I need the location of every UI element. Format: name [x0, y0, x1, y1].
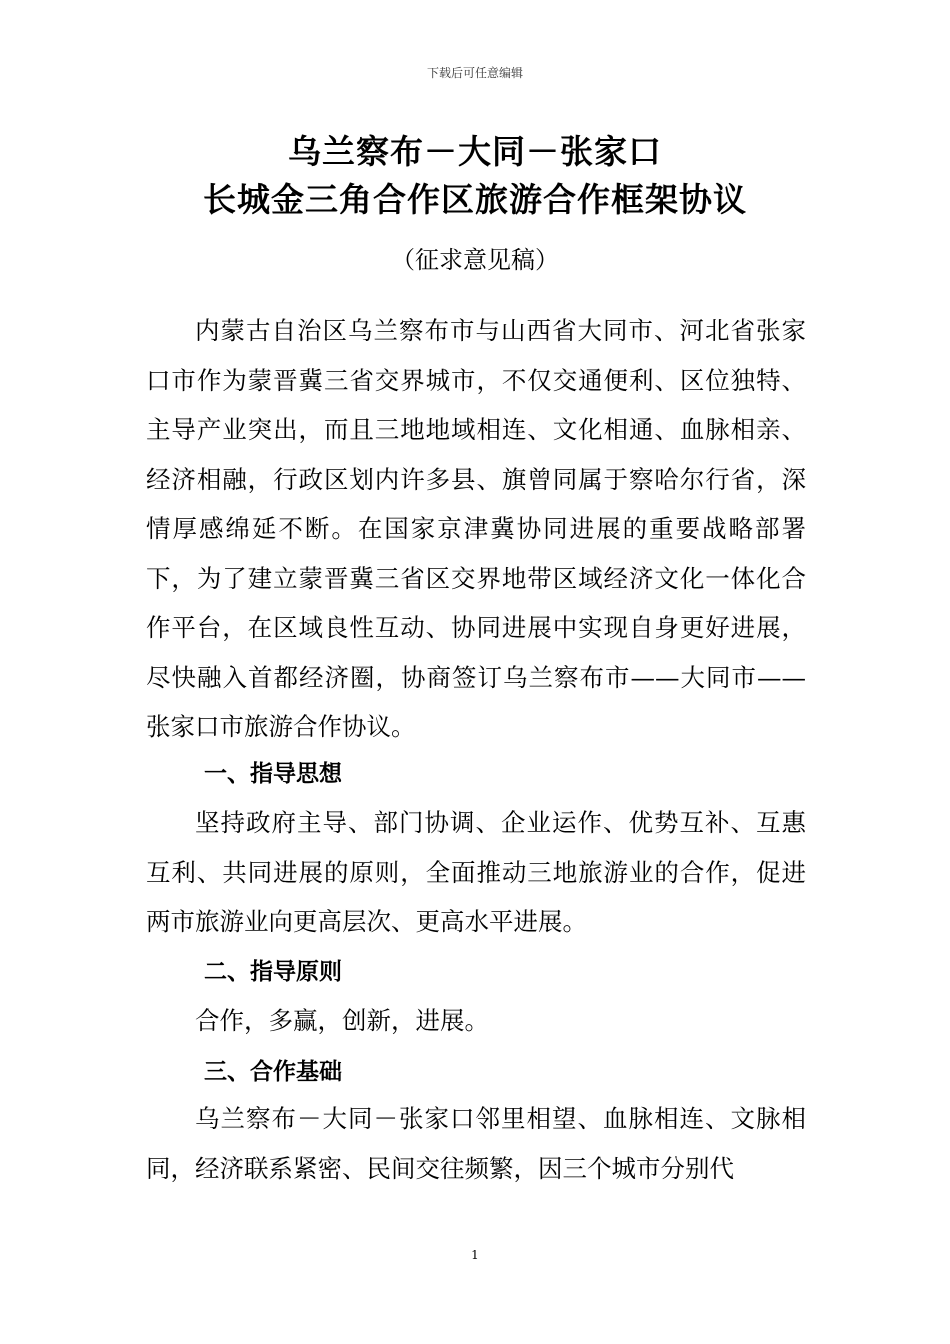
intro-paragraph: 内蒙古自治区乌兰察布市与山西省大同市、河北省张家口市作为蒙晋冀三省交界城市，不仅交通便利、区位独特、主导产业突出，而且三地地域相连、文化相通、血脉相亲、经济相融，行政区划内许多县、旗曾同属于察哈尔行省，深情厚感绵延不断。在国家京津冀协同进展的重要战略部署下，为了建立蒙晋冀三省区交界地带区域经济文化一体化合作平台，在区域良性互动、协同进展中实现自身更好进展，尽快融入首都经济圈，协商签订乌兰察布市——大同市——张家口市旅游合作协议。	[146, 316, 806, 741]
page-number: 1	[471, 1248, 479, 1262]
section-2-paragraph: 合作，多赢，创新，进展。	[195, 1006, 489, 1035]
section-3-paragraph: 乌兰察布－大同－张家口邻里相望、血脉相连、文脉相同，经济联系紧密、民间交往频繁，因三个城市分别代	[146, 1104, 806, 1183]
header-note: 下载后可任意编辑	[426, 66, 523, 80]
section-3-heading: 三、合作基础	[204, 1059, 342, 1085]
section-2-heading: 二、指导原则	[204, 959, 342, 985]
subtitle: （征求意见稿）	[391, 246, 559, 274]
title-line-2: 长城金三角合作区旅游合作框架协议	[203, 180, 747, 219]
title-line-1: 乌兰察布－大同－张家口	[288, 132, 662, 171]
section-1-paragraph: 坚持政府主导、部门协调、企业运作、优势互补、互惠互利、共同进展的原则，全面推动三地旅游业的合作，促进两市旅游业向更高层次、更高水平进展。	[146, 808, 806, 936]
section-1-heading: 一、指导思想	[204, 761, 342, 787]
